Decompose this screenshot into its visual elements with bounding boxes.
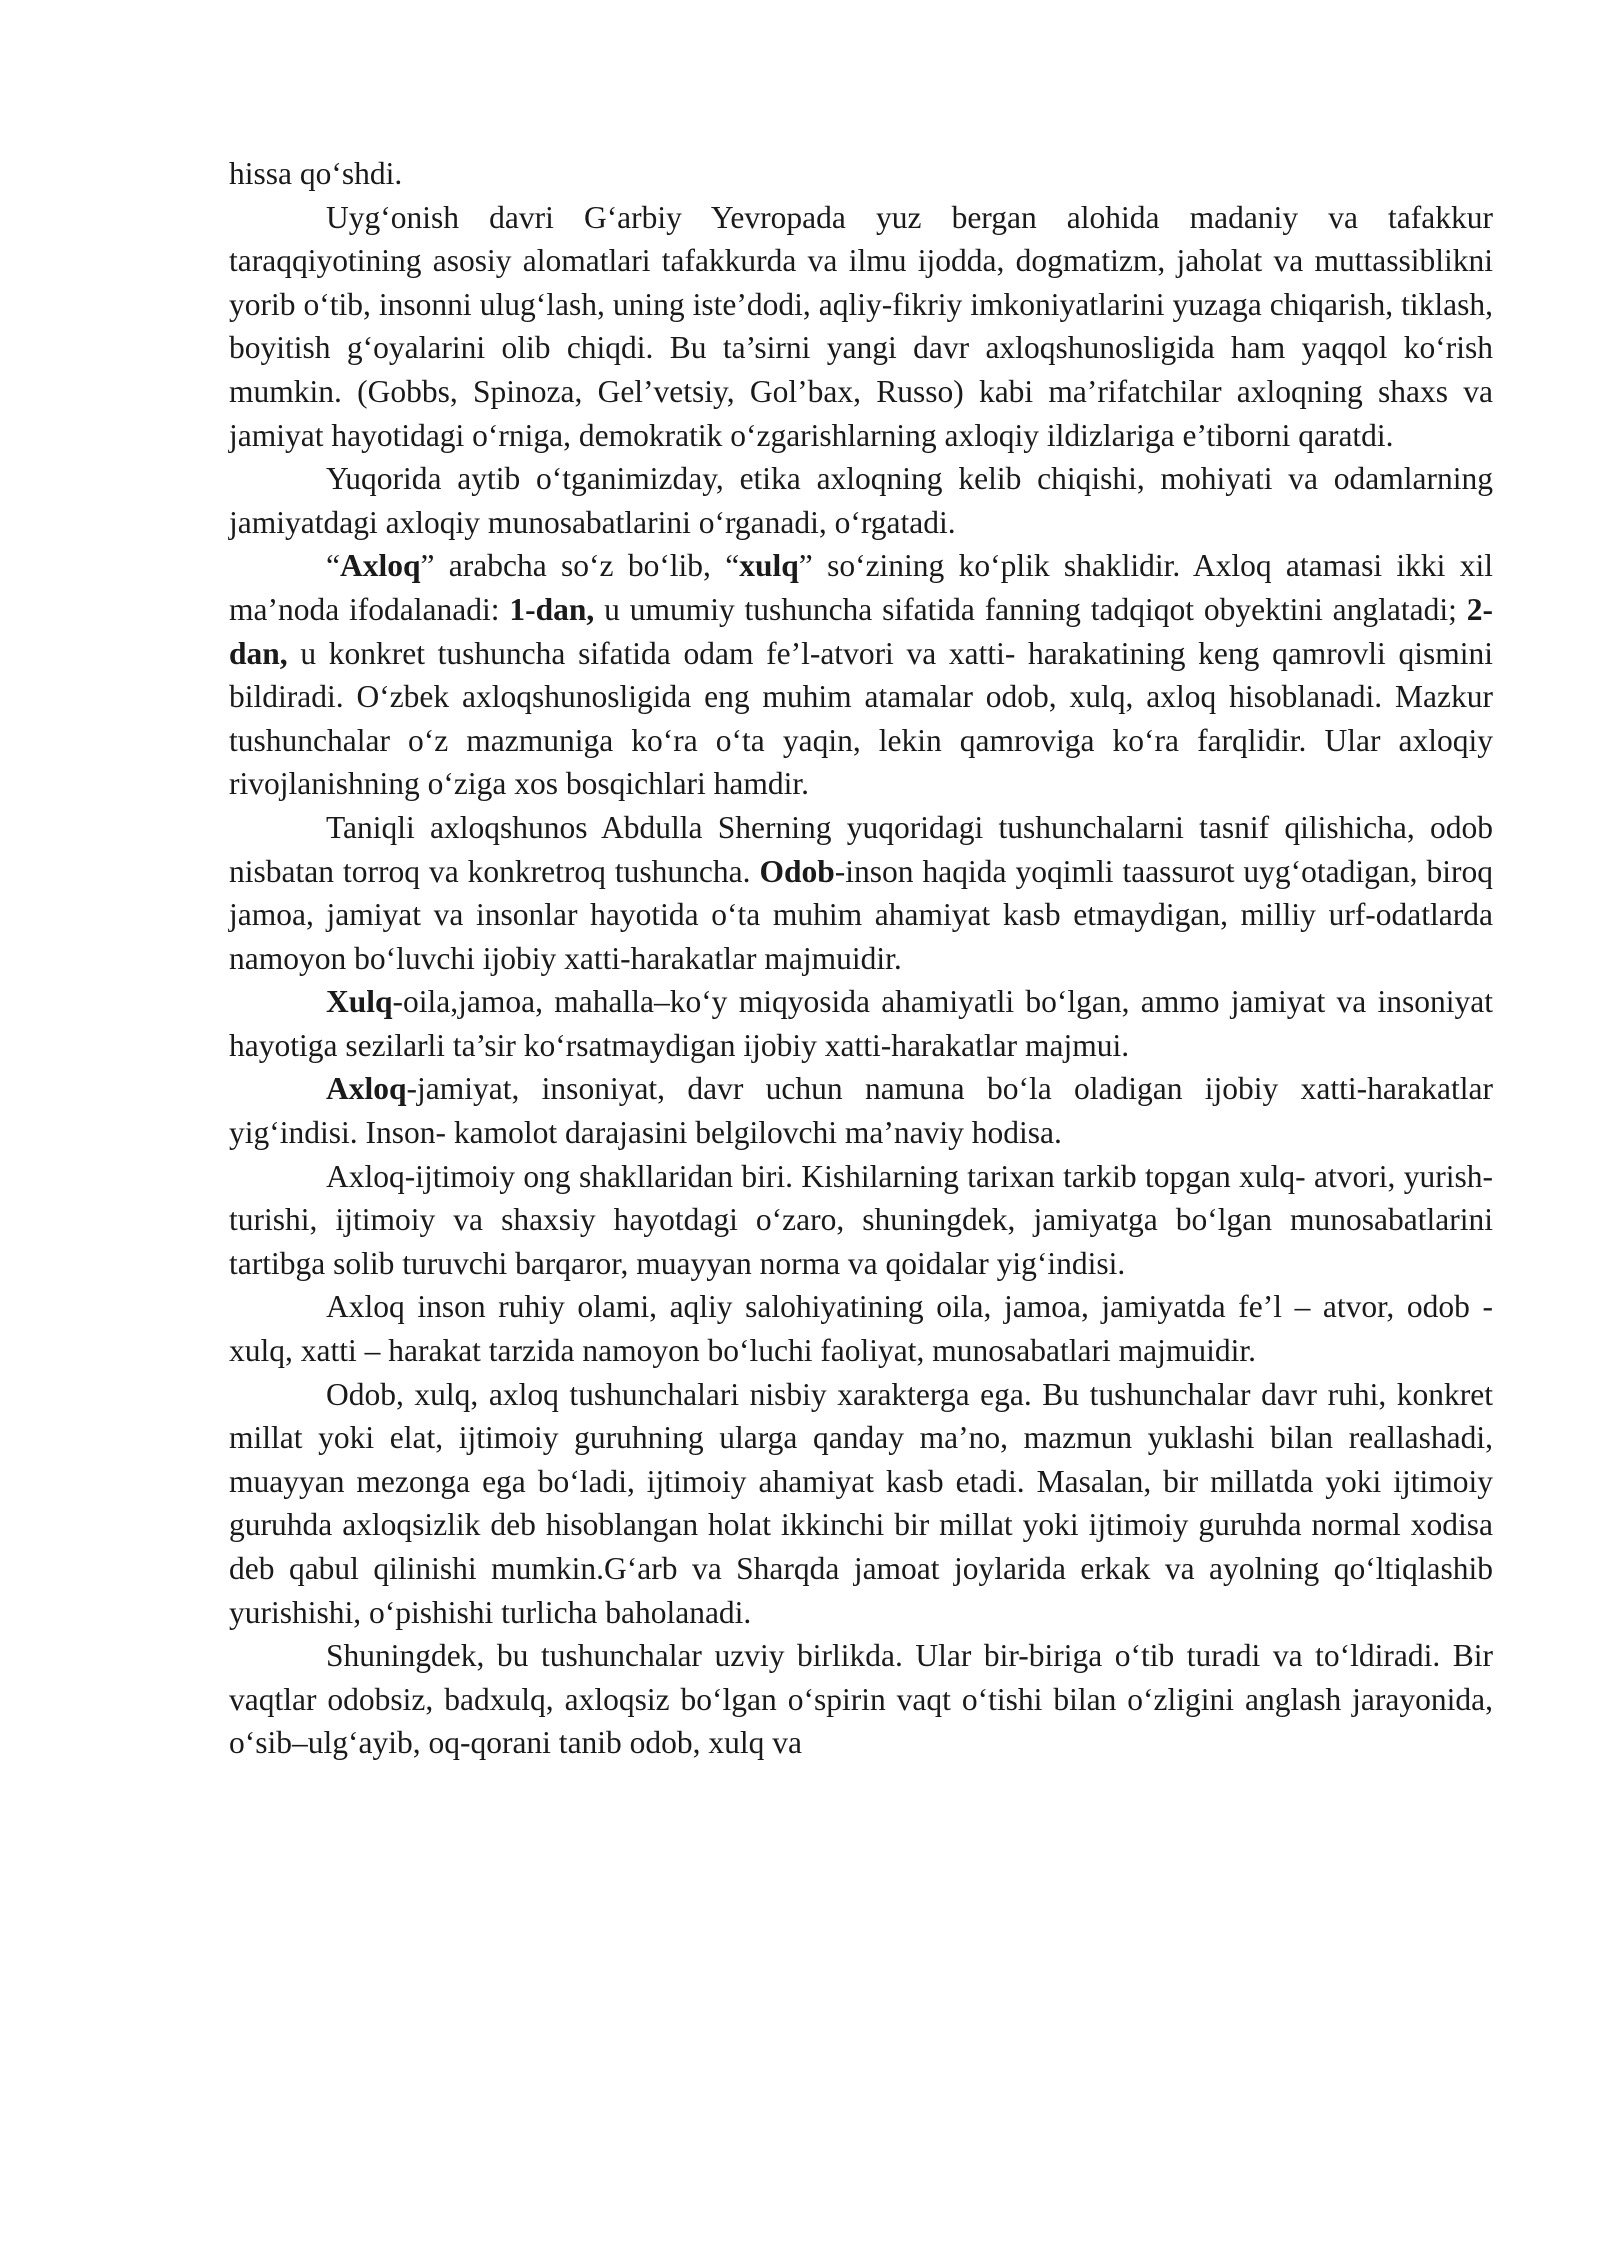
text-run: Axloq inson ruhiy olami, aqliy salohiyatining oila, jamoa, jamiyatda fe’l – atvor, odob - xulq, xatti – harakat tarzida namoyon bo‘luchi faoliyat, munosabatlari majmuidir. [229, 1289, 1493, 1369]
paragraph [229, 980, 1493, 1067]
bold-term: Axloq [326, 1071, 407, 1107]
bold-term: Xulq [326, 984, 393, 1020]
text-run: ” so‘zining ko‘plik shaklidir. Axloq atamasi ikki xil ma’noda ifodalanadi: [229, 548, 1493, 627]
paragraph [229, 152, 1493, 196]
document-page [229, 152, 1493, 1765]
bold-term: xulq [739, 548, 799, 584]
bold-term: 2-dan, [229, 591, 1493, 671]
text-run: -oila,jamoa, mahalla–ko‘y miqyosida ahamiyatli bo‘lgan, ammo jamiyat va insoniyat hayotiga sezilarli ta’sir ko‘rsatmaydigan ijobiy xatti-harakatlar majmui. [229, 984, 1493, 1063]
paragraph [229, 196, 1493, 458]
text-run: “ [326, 548, 340, 584]
text-run: hissa qo‘shdi. [229, 156, 403, 191]
text-run: Taniqli axloqshunos Abdulla Sherning yuqoridagi tushunchalarni tasnif qilishicha, odob nisbatan torroq va konkretroq tushuncha. [229, 809, 1493, 889]
text-run: u konkret tushuncha sifatida odam fe’l-atvori va xatti- harakatining keng qamrovli qismini bildiradi. O‘zbek axloqshunosligida eng muhim atamalar odob, xulq, axloq hisoblanadi. Mazkur tushunchalar o‘z mazmuniga ko‘ra o‘ta yaqin, lekin qamroviga ko‘ra farqlidir. Ular axloqiy rivojlanishning o‘ziga xos bosqichlari hamdir. [229, 635, 1493, 802]
text-run: Yuqorida aytib o‘tganimizday, etika axloqning kelib chiqishi, mohiyati va odamlarning jamiyatdagi axloqiy munosabatlarini o‘rganadi, o‘rgatadi. [229, 461, 1493, 540]
bold-term: Axloq [339, 548, 421, 584]
bold-term: 1-dan, [509, 591, 595, 627]
paragraph [229, 457, 1493, 544]
text-run: Axloq-ijtimoiy ong shakllaridan biri. Kishilarning tarixan tarkib topgan xulq- atvori, yurish-turishi, ijtimoiy va shaxsiy hayotdagi o‘zaro, shuningdek, jamiyatga bo‘lgan munosabatlarini tartibga solib turuvchi barqaror, muayyan norma va qoidalar yig‘indisi. [229, 1158, 1493, 1281]
paragraph [229, 1067, 1493, 1154]
text-run: Uyg‘onish davri G‘arbiy Yevropada yuz bergan alohida madaniy va tafakkur taraqqiyotining asosiy alomatlari tafakkurda va ilmu ijodda, dogmatizm, jaholat va muttassiblikni yorib o‘tib, insonni ulug‘lash, uning iste’dodi, aqliy-fikriy imkoniyatlarini yuzaga chiqarish, tiklash, boyitish g‘oyalarini olib chiqdi. Bu ta’sirni yangi davr axloqshunosligida ham yaqqol ko‘rish mumkin. (Gobbs, Spinoza, Gel’vetsiy, Gol’bax, Russo) kabi ma’rifatchilar axloqning shaxs va jamiyat hayotidagi o‘rniga, demokratik o‘zgarishlarning axloqiy ildizlariga e’tiborni qaratdi. [229, 199, 1493, 453]
paragraph [229, 544, 1493, 806]
text-run: Shuningdek, bu tushunchalar uzviy birlikda. Ular bir-biriga o‘tib turadi va to‘ldiradi. Bir vaqtlar odobsiz, badxulq, axloqsiz bo‘lgan o‘spirin vaqt o‘tishi bilan o‘zligini anglash jarayonida, o‘sib–ulg‘ayib, oq-qorani tanib odob, xulq va [229, 1638, 1493, 1761]
paragraph [229, 1285, 1493, 1372]
text-run: -jamiyat, insoniyat, davr uchun namuna bo‘la oladigan ijobiy xatti-harakatlar yig‘indisi. Inson- kamolot darajasini belgilovchi ma’naviy hodisa. [229, 1071, 1493, 1151]
text-run: -inson haqida yoqimli taassurot uyg‘otadigan, biroq jamoa, jamiyat va insonlar hayotida o‘ta muhim ahamiyat kasb etmaydigan, milliy urf-odatlarda namoyon bo‘luvchi ijobiy xatti-harakatlar majmuidir. [229, 853, 1493, 976]
text-run: u umumiy tushuncha sifatida fanning tadqiqot obyektini anglatadi; [594, 591, 1467, 627]
paragraph [229, 1155, 1493, 1286]
text-run: ” arabcha so‘z bo‘lib, “ [420, 548, 740, 584]
paragraph [229, 1373, 1493, 1635]
text-run: Odob, xulq, axloq tushunchalari nisbiy xarakterga ega. Bu tushunchalar davr ruhi, konkret millat yoki elat, ijtimoiy guruhning ularga qanday ma’no, mazmun yuklashi bilan reallashadi, muayyan mezonga ega bo‘ladi, ijtimoiy ahamiyat kasb etadi. Masalan, bir millatda yoki ijtimoiy guruhda axloqsizlik deb hisoblangan holat ikkinchi bir millat yoki ijtimoiy guruhda normal xodisa deb qabul qilinishi mumkin.G‘arb va Sharqda jamoat joylarida erkak va ayolning qo‘ltiqlashib yurishishi, o‘pishishi turlicha baholanadi. [229, 1376, 1493, 1630]
bold-term: Odob [759, 853, 835, 889]
paragraph [229, 1634, 1493, 1765]
paragraph [229, 806, 1493, 980]
